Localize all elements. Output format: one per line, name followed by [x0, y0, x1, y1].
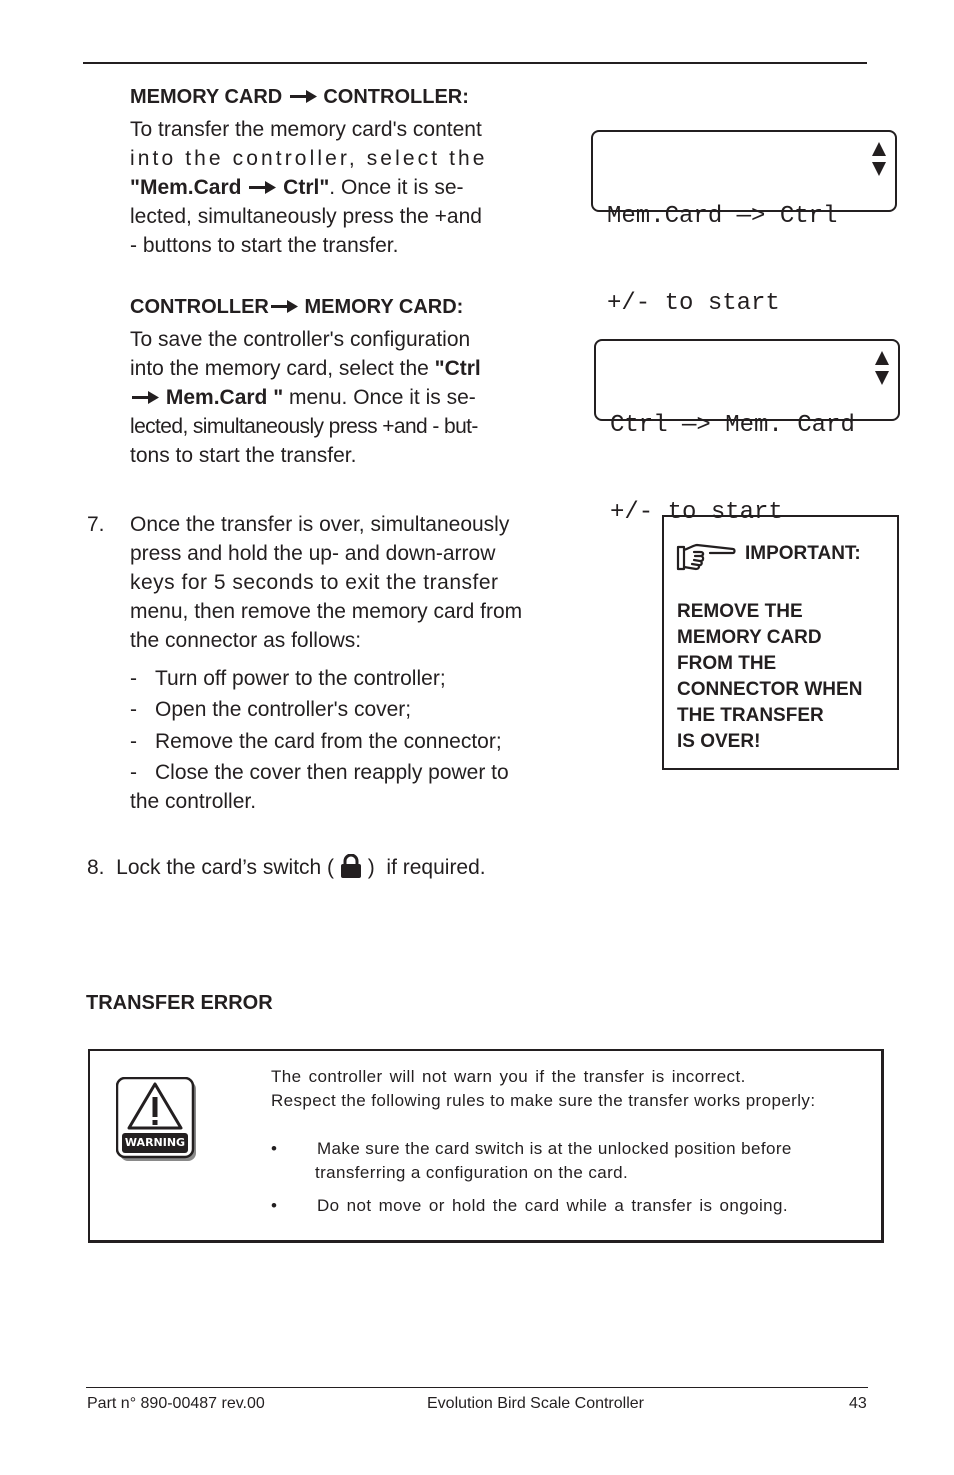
step8-prefix: 8. Lock the card’s switch ( — [87, 856, 335, 879]
dash: - — [130, 667, 137, 690]
step-number: 7. — [87, 513, 105, 536]
warning-intro-line: The controller will not warn you if the transfer is incorrect. — [271, 1067, 746, 1086]
step7-dash-list — [130, 664, 570, 824]
warning-rule-1 — [317, 1137, 882, 1161]
footer-product-name: Evolution Bird Scale Controller — [427, 1395, 644, 1412]
lcd-line-2: +/- to start — [610, 499, 783, 526]
lcd-display-ctrl-to-memcard — [594, 339, 900, 526]
section1-paragraph — [130, 115, 540, 260]
up-down-arrows-icon — [871, 142, 887, 176]
text-line: press and hold the up- and down-arrow — [130, 542, 496, 565]
list-item — [130, 758, 509, 787]
text-line: lected, simultaneously press +and - but- — [130, 415, 478, 438]
footer-rule — [86, 1387, 868, 1388]
footer-part-number: Part n° 890-00487 rev.00 — [87, 1395, 265, 1412]
warning-box — [88, 1049, 884, 1243]
important-line: FROM THE — [677, 653, 777, 674]
text-line: To save the controller's configuration — [130, 328, 471, 351]
section-heading-memcard-to-controller — [130, 86, 469, 109]
warning-rule-line: Make sure the card switch is at the unlocked position before — [317, 1139, 792, 1158]
important-line: IS OVER! — [677, 731, 761, 752]
bullet: • — [271, 1196, 278, 1215]
important-label: IMPORTANT: — [745, 543, 861, 564]
heading-part-a: CONTROLLER — [130, 296, 269, 318]
important-line: REMOVE THE — [677, 601, 803, 622]
text-line: into the controller, select the — [130, 147, 488, 170]
heading-part-b: MEMORY CARD: — [304, 296, 464, 318]
important-line: CONNECTOR WHEN — [677, 679, 863, 700]
dash: - — [130, 761, 137, 784]
list-item-text: Turn off power to the controller; — [155, 667, 446, 690]
right-arrow-icon — [269, 299, 299, 313]
important-line: MEMORY CARD — [677, 627, 822, 648]
list-item-text: Open the controller's cover; — [155, 698, 412, 721]
warning-text — [271, 1065, 881, 1113]
text-line: menu, then remove the memory card from — [130, 600, 523, 623]
footer-page-number: 43 — [849, 1395, 867, 1412]
section2-paragraph — [130, 325, 542, 470]
text-line: To transfer the memory card's content — [130, 118, 482, 141]
right-arrow-icon — [247, 180, 277, 194]
text-line: - buttons to start the transfer. — [130, 234, 399, 257]
heading-part-a: MEMORY CARD — [130, 86, 283, 108]
menu-name-part: Ctrl" — [283, 176, 330, 199]
section-heading-controller-to-memcard — [130, 296, 463, 319]
dash: - — [130, 698, 137, 721]
list-item — [130, 727, 502, 756]
step7-paragraph — [130, 510, 570, 655]
important-notice-box — [662, 515, 899, 770]
important-message — [677, 599, 901, 755]
list-item — [130, 664, 446, 693]
lcd-display-memcard-to-ctrl — [591, 130, 897, 317]
text-line: the connector as follows: — [130, 629, 362, 652]
warning-intro-line: Respect the following rules to make sure the transfer works properly: — [271, 1091, 816, 1110]
step8-line — [87, 853, 486, 882]
menu-name-part: "Mem.Card — [130, 176, 242, 199]
text-line: Once the transfer is over, simultaneously — [130, 513, 510, 536]
heading-part-b: CONTROLLER: — [323, 86, 469, 108]
text-span: . Once it is se- — [329, 176, 464, 199]
lcd-line-2: +/- to start — [607, 290, 780, 317]
list-item-text: Close the cover then reapply power to — [155, 761, 509, 784]
warning-icon — [116, 1077, 196, 1161]
pointing-hand-icon — [676, 543, 736, 575]
up-down-arrows-icon — [874, 351, 890, 385]
lock-icon — [340, 854, 362, 878]
step8-suffix: ) if required. — [367, 856, 486, 879]
text-span: into the memory card, select the — [130, 357, 435, 380]
lcd-line-1: Ctrl —> Mem. Card — [610, 412, 855, 439]
menu-name-part: "Ctrl — [434, 357, 481, 380]
text-line — [130, 354, 542, 383]
lcd-line-1: Mem.Card —> Ctrl — [607, 203, 838, 230]
warning-rule-line: transferring a configuration on the card. — [315, 1163, 629, 1182]
text-line: lected, simultaneously press the +and — [130, 205, 482, 228]
top-rule — [83, 62, 867, 64]
list-item-continuation: the controller. — [130, 790, 257, 813]
text-line: keys for 5 seconds to exit the transfer — [130, 571, 499, 594]
bullet: • — [271, 1139, 278, 1158]
transfer-error-title: TRANSFER ERROR — [86, 992, 273, 1014]
warning-rule-2: Do not move or hold the card while a transfer is ongoing. — [317, 1196, 788, 1215]
list-item-text: Remove the card from the connector; — [155, 730, 502, 753]
dash: - — [130, 730, 137, 753]
right-arrow-icon — [130, 390, 160, 404]
important-line: THE TRANSFER — [677, 705, 824, 726]
text-line: tons to start the transfer. — [130, 444, 357, 467]
right-arrow-icon — [288, 89, 318, 103]
warning-label: WARNING — [124, 1136, 186, 1149]
text-span: menu. Once it is se- — [283, 386, 476, 409]
text-line — [130, 383, 542, 412]
menu-name-part: Mem.Card " — [165, 386, 284, 409]
text-line — [130, 173, 540, 202]
list-item — [130, 695, 411, 724]
